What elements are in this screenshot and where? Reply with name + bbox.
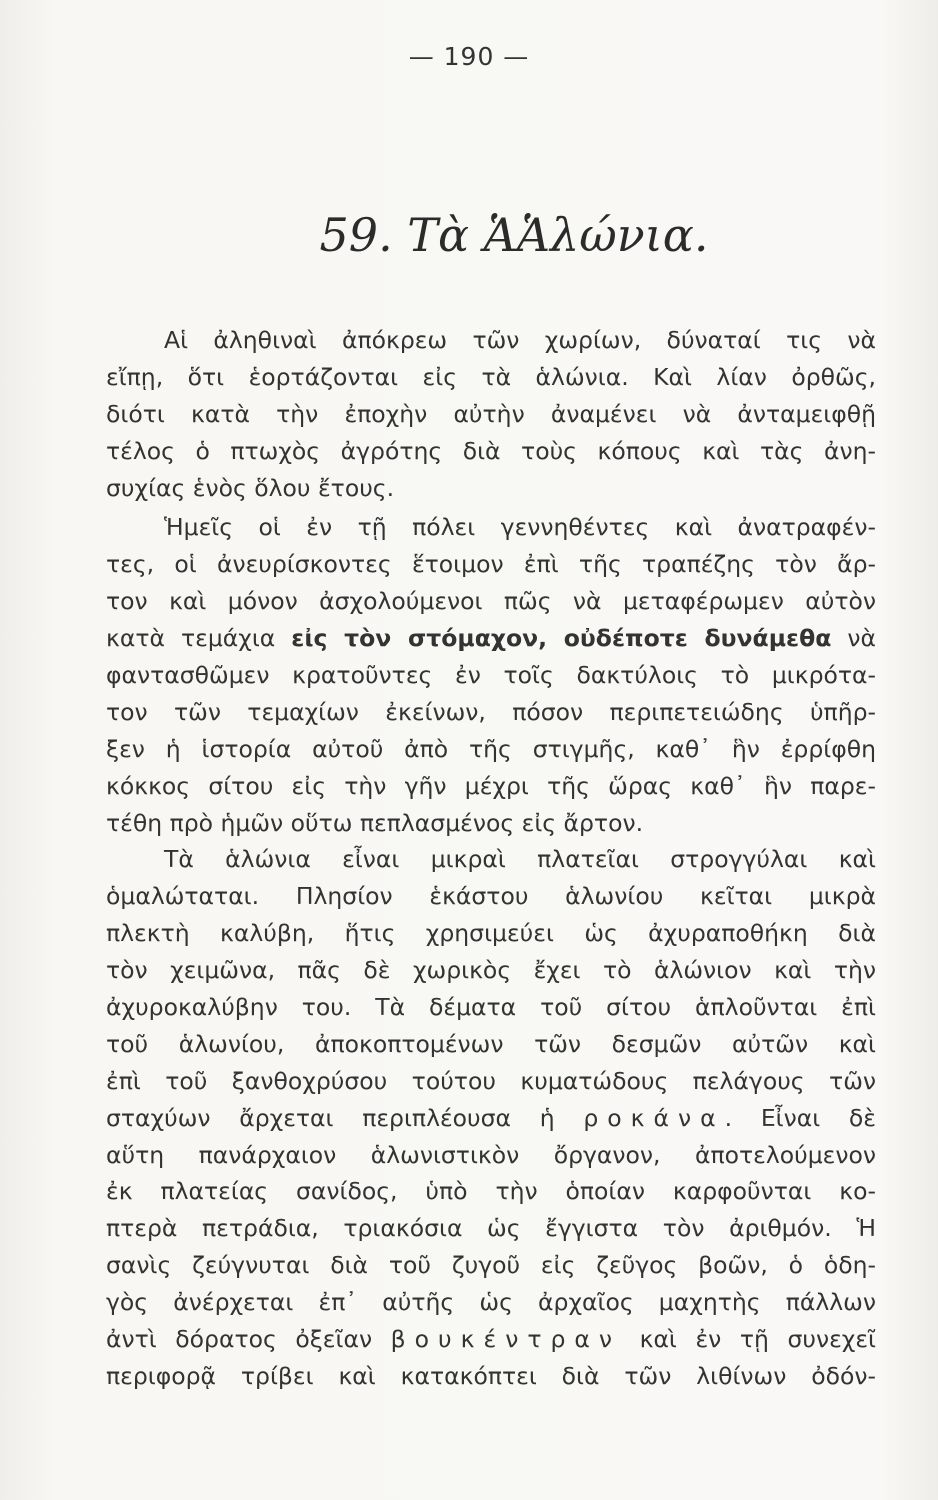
text-line: πλεκτὴ καλύβη, ἥτις χρησιμεύει ὡς ἀχυραποθήκη διὰ — [106, 919, 876, 948]
text-segment: σταχύων ἄρχεται περιπλέουσα ἡ — [106, 1103, 555, 1132]
text-line: ἐπὶ τοῦ ξανθοχρύσου τούτου κυματώδους πελάγους τῶν — [106, 1066, 876, 1095]
text-line — [106, 1100, 876, 1137]
text-line: ἐκ πλατείας σανίδος, ὑπὸ τὴν ὁποίαν καρφοῦνται κο- — [106, 1177, 876, 1206]
text-line: ὁμαλώταται. Πλησίον ἑκάστου ἁλωνίου κεῖται μικρὰ — [106, 882, 876, 911]
text-line: κόκκος σίτου εἰς τὴν γῆν μέχρι τῆς ὥρας καθ᾽ ἣν παρε- — [106, 771, 876, 800]
bold-phrase: εἰς τὸν στόμαχον, οὐδέποτε δυνάμεθα — [291, 624, 832, 653]
body-text — [106, 322, 876, 1395]
text-line: τον καὶ μόνον ἀσχολούμενοι πῶς νὰ μεταφέρωμεν αὐτὸν — [106, 587, 876, 616]
text-segment: κατὰ τεμάχια — [106, 624, 276, 653]
text-line: εἴπῃ, ὅτι ἑορτάζονται εἰς τὰ ἁλώνια. Καὶ λίαν ὀρθῶς, — [106, 362, 876, 391]
text-segment: . Εἶναι δὲ — [724, 1103, 876, 1132]
text-line: τέλος ὁ πτωχὸς ἀγρότης διὰ τοὺς κόπους καὶ τὰς ἀνη- — [106, 436, 876, 465]
text-line: σανὶς ζεύγνυται διὰ τοῦ ζυγοῦ εἰς ζεῦγος βοῶν, ὁ ὁδη- — [106, 1251, 876, 1280]
text-line: Τὰ ἁλώνια εἶναι μικραὶ πλατεῖαι στρογγύλαι καὶ — [164, 845, 876, 874]
text-line: τέθη πρὸ ἡμῶν οὕτω πεπλασμένος εἰς ἄρτον. — [106, 808, 644, 837]
text-line: Αἱ ἀληθιναὶ ἀπόκρεω τῶν χωρίων, δύναταί τις νὰ — [164, 326, 876, 354]
text-line — [106, 1321, 876, 1358]
text-line: φαντασθῶμεν κρατοῦντες ἐν τοῖς δακτύλοις τὸ μικρότα- — [106, 661, 876, 690]
text-line: Ἡμεῖς οἱ ἐν τῇ πόλει γεννηθέντες καὶ ἀνατραφέν- — [164, 513, 876, 542]
text-line: συχίας ἑνὸς ὅλου ἔτους. — [106, 473, 395, 502]
text-line: τοῦ ἁλωνίου, ἀποκοπτομένων τῶν δεσμῶν αὐτῶν καὶ — [106, 1029, 876, 1058]
text-line: τὸν χειμῶνα, πᾶς δὲ χωρικὸς ἔχει τὸ ἁλώνιον καὶ τὴν — [106, 956, 876, 985]
text-line: αὕτη πανάρχαιον ἁλωνιστικὸν ὄργανον, ἀποτελούμενον — [106, 1140, 876, 1169]
text-line: ξεν ἡ ἱστορία αὐτοῦ ἀπὸ τῆς στιγμῆς, καθ᾽ ἣν ἐρρίφθη — [106, 734, 876, 763]
spaced-word: ροκάνα — [583, 1103, 725, 1132]
text-line: τες, οἱ ἀνευρίσκοντες ἕτοιμον ἐπὶ τῆς τραπέζης τὸν ἄρ- — [106, 550, 876, 579]
text-segment: ἀντὶ δόρατος ὀξεῖαν — [106, 1325, 373, 1354]
text-segment: νὰ — [847, 624, 876, 653]
page-number: — 190 — — [408, 42, 530, 71]
text-line: πτερὰ πετράδια, τριακόσια ὡς ἔγγιστα τὸν ἀριθμόν. Ἡ — [106, 1214, 876, 1243]
text-line: ἀχυροκαλύβην του. Τὰ δέματα τοῦ σίτου ἁπλοῦνται ἐπὶ — [106, 993, 876, 1022]
text-line: διότι κατὰ τὴν ἐποχὴν αὐτὴν ἀναμένει νὰ ἀνταμειφθῇ — [106, 399, 876, 428]
chapter-title: 59. Τὰ ἉἉλώνια. — [319, 208, 709, 262]
text-line: γὸς ἀνέρχεται ἐπ᾽ αὐτῆς ὡς ἀρχαῖος μαχητὴς πάλλων — [106, 1288, 876, 1317]
text-segment: καὶ ἐν τῇ συνεχεῖ — [639, 1325, 876, 1354]
text-line — [106, 620, 876, 657]
text-line: τον τῶν τεμαχίων ἐκείνων, πόσον περιπετειώδης ὑπῆρ- — [106, 697, 876, 726]
text-line: περιφορᾷ τρίβει καὶ κατακόπτει διὰ τῶν λιθίνων ὀδόν- — [106, 1361, 876, 1390]
spaced-word: βουκέντραν — [390, 1325, 622, 1354]
